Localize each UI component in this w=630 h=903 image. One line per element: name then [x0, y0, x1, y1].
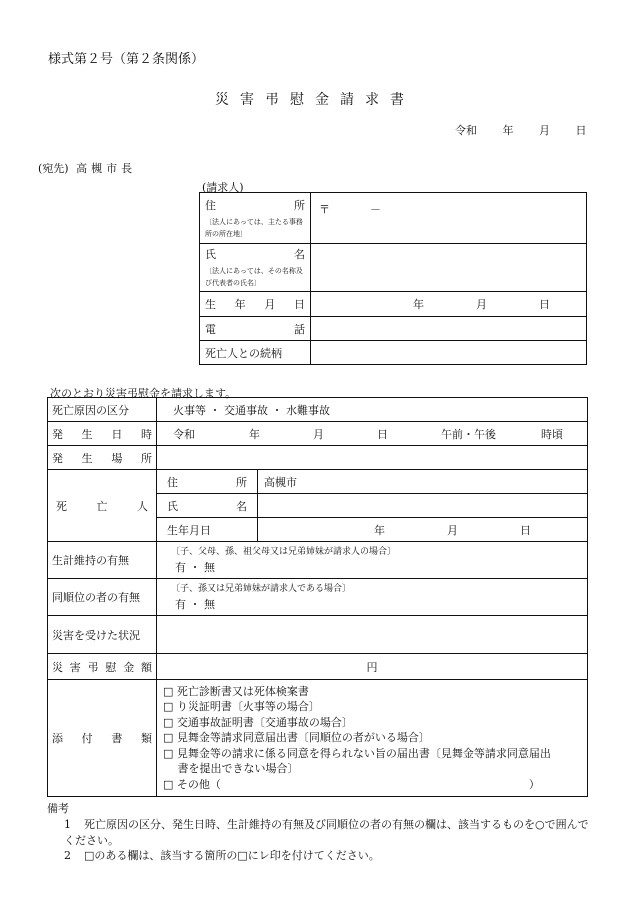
- dec-birth-field[interactable]: [258, 518, 588, 542]
- claimant-relation-label: 死亡人との続柄: [205, 346, 282, 360]
- remark-1-text: 死亡原因の区分、発生日時、生計維持の有無及び同順位の者の有無の欄は、該当するものを○で囲んでください。: [64, 818, 589, 847]
- date-day: 日: [575, 124, 587, 137]
- claimant-phone-field[interactable]: [311, 317, 587, 341]
- deceased-label: 死 亡 人: [56, 499, 148, 513]
- dec-birth-label: 生年月日: [167, 523, 211, 537]
- dec-addr-value: 高槻市: [264, 475, 297, 489]
- cause-field[interactable]: [157, 398, 588, 422]
- attach-item-cont: 書を提出できない場合〕: [163, 762, 299, 776]
- attach-field: [157, 680, 588, 797]
- claimant-address-field[interactable]: [311, 193, 587, 244]
- claimant-label: (請求人): [202, 181, 244, 194]
- claimant-name-note: 〔法人にあっては、その名称及び代表者の氏名〕: [205, 267, 303, 287]
- claimant-table: [199, 192, 587, 365]
- dec-birth-day: 日: [520, 523, 531, 537]
- support-note: 〔子、父母、孫、祖父母又は兄弟姉妹が請求人の場合〕: [171, 546, 397, 557]
- date-month: 月: [539, 124, 550, 137]
- date-field[interactable]: [157, 422, 588, 446]
- amount-unit: 円: [366, 660, 378, 674]
- attach-label-cell: [48, 680, 157, 797]
- claimant-name-field[interactable]: [311, 244, 587, 292]
- claimant-name-label-cell: [200, 244, 311, 292]
- occ-hour: 時頃: [541, 427, 563, 441]
- addressee: [38, 160, 136, 176]
- page-title: 災害弔慰金請求書: [215, 92, 415, 108]
- main-table: [47, 397, 588, 797]
- remark-2-text: □のある欄は、該当する箇所の□にレ印を付けてください。: [84, 849, 380, 862]
- place-label-cell: [48, 446, 157, 470]
- remark-1-num: 1: [64, 818, 71, 831]
- cause-label: 死亡原因の区分: [52, 403, 129, 417]
- claimant-birth-day: 日: [539, 298, 550, 311]
- claimant-address-note: 〔法人にあっては、主たる事務所の所在地〕: [205, 217, 303, 238]
- attach-item[interactable]: □ 見舞金等請求同意届出書〔同順位の者がいる場合〕: [163, 731, 430, 745]
- dec-name-label-cell: [157, 494, 258, 518]
- claimant-birth-field[interactable]: [311, 292, 587, 317]
- attach-item[interactable]: □ 見舞金等の請求に係る同意を得られない旨の届出書〔見舞金等請求同意届出: [163, 746, 551, 760]
- amount-field[interactable]: [157, 654, 588, 680]
- dec-birth-label-cell: [157, 518, 258, 542]
- attach-item[interactable]: □ 死亡診断書又は死体検案書: [163, 684, 309, 698]
- occ-month: 月: [313, 427, 324, 441]
- form-id: 様式第２号（第２条関係）: [48, 52, 205, 67]
- dec-name-label: 氏 名: [167, 499, 247, 513]
- remark-2-num: 2: [64, 849, 71, 862]
- occ-era: 令和: [173, 427, 195, 441]
- claimant-name-label: 氏 名: [205, 248, 305, 261]
- place-field[interactable]: [157, 446, 588, 470]
- support-label: 生計維持の有無: [52, 554, 129, 567]
- situation-label-cell: [48, 616, 157, 654]
- samerank-note: 〔子、孫又は兄弟姉妹が請求人である場合〕: [171, 583, 352, 594]
- claimant-phone-label: 電 話: [205, 322, 305, 336]
- remarks-heading: 備考: [47, 802, 69, 815]
- claimant-phone-label-cell: [200, 317, 311, 341]
- claimant-relation-field[interactable]: [311, 341, 587, 365]
- postal-dash: －: [370, 203, 381, 216]
- claimant-birth-label: 生 年 月 日: [205, 298, 305, 311]
- amount-label-cell: [48, 654, 157, 680]
- dec-birth-month: 月: [447, 523, 458, 537]
- claimant-birth-label-cell: [200, 292, 311, 317]
- deceased-label-cell: [48, 470, 157, 542]
- occ-ampm: 午前・午後: [441, 427, 496, 441]
- amount-label: 災 害 弔 慰 金 額: [52, 660, 152, 674]
- dec-addr-field[interactable]: [258, 470, 588, 494]
- cause-label-cell: [48, 398, 157, 422]
- remark-1: [64, 817, 589, 849]
- place-label: 発 生 場 所: [52, 451, 152, 465]
- claimant-relation-label-cell: [200, 341, 311, 365]
- samerank-options: 有 ・ 無: [175, 597, 215, 611]
- situation-label: 災害を受けた状況: [52, 628, 140, 642]
- attach-item[interactable]: □ り災証明書〔火事等の場合〕: [163, 700, 320, 714]
- submission-date: [455, 122, 587, 138]
- date-era: 令和: [455, 124, 477, 137]
- date-label: 発 生 日 時: [52, 427, 152, 441]
- intro-text: 次のとおり災害弔慰金を請求します。: [50, 387, 237, 400]
- occ-day: 日: [377, 427, 388, 441]
- dec-name-field[interactable]: [258, 494, 588, 518]
- cause-options: 火事等 ・ 交通事故 ・ 水難事故: [173, 403, 330, 417]
- attach-item[interactable]: □ 交通事故証明書〔交通事故の場合〕: [163, 715, 353, 729]
- claimant-birth-year: 年: [413, 298, 424, 311]
- claimant-address-label: 住 所: [205, 198, 305, 212]
- samerank-label-cell: [48, 579, 157, 616]
- addressee-name: 高槻市長: [76, 162, 137, 175]
- date-label-cell: [48, 422, 157, 446]
- remark-2: [64, 848, 589, 864]
- dec-addr-label-cell: [157, 470, 258, 494]
- support-options: 有 ・ 無: [175, 560, 215, 574]
- dec-birth-year: 年: [374, 523, 385, 537]
- support-label-cell: [48, 542, 157, 579]
- situation-field[interactable]: [157, 616, 588, 654]
- occ-year: 年: [249, 427, 260, 441]
- addressee-prefix: (宛先): [38, 162, 69, 175]
- samerank-field[interactable]: [157, 579, 588, 616]
- claimant-birth-month: 月: [476, 298, 487, 311]
- postal-mark: 〒: [319, 203, 330, 216]
- dec-addr-label: 住 所: [167, 475, 247, 489]
- attach-item[interactable]: □ その他（ ）: [163, 777, 540, 791]
- attach-label: 添 付 書 類: [52, 732, 152, 745]
- support-field[interactable]: [157, 542, 588, 579]
- date-year: 年: [502, 124, 514, 137]
- samerank-label: 同順位の者の有無: [52, 591, 140, 604]
- claimant-address-label-cell: [200, 193, 311, 244]
